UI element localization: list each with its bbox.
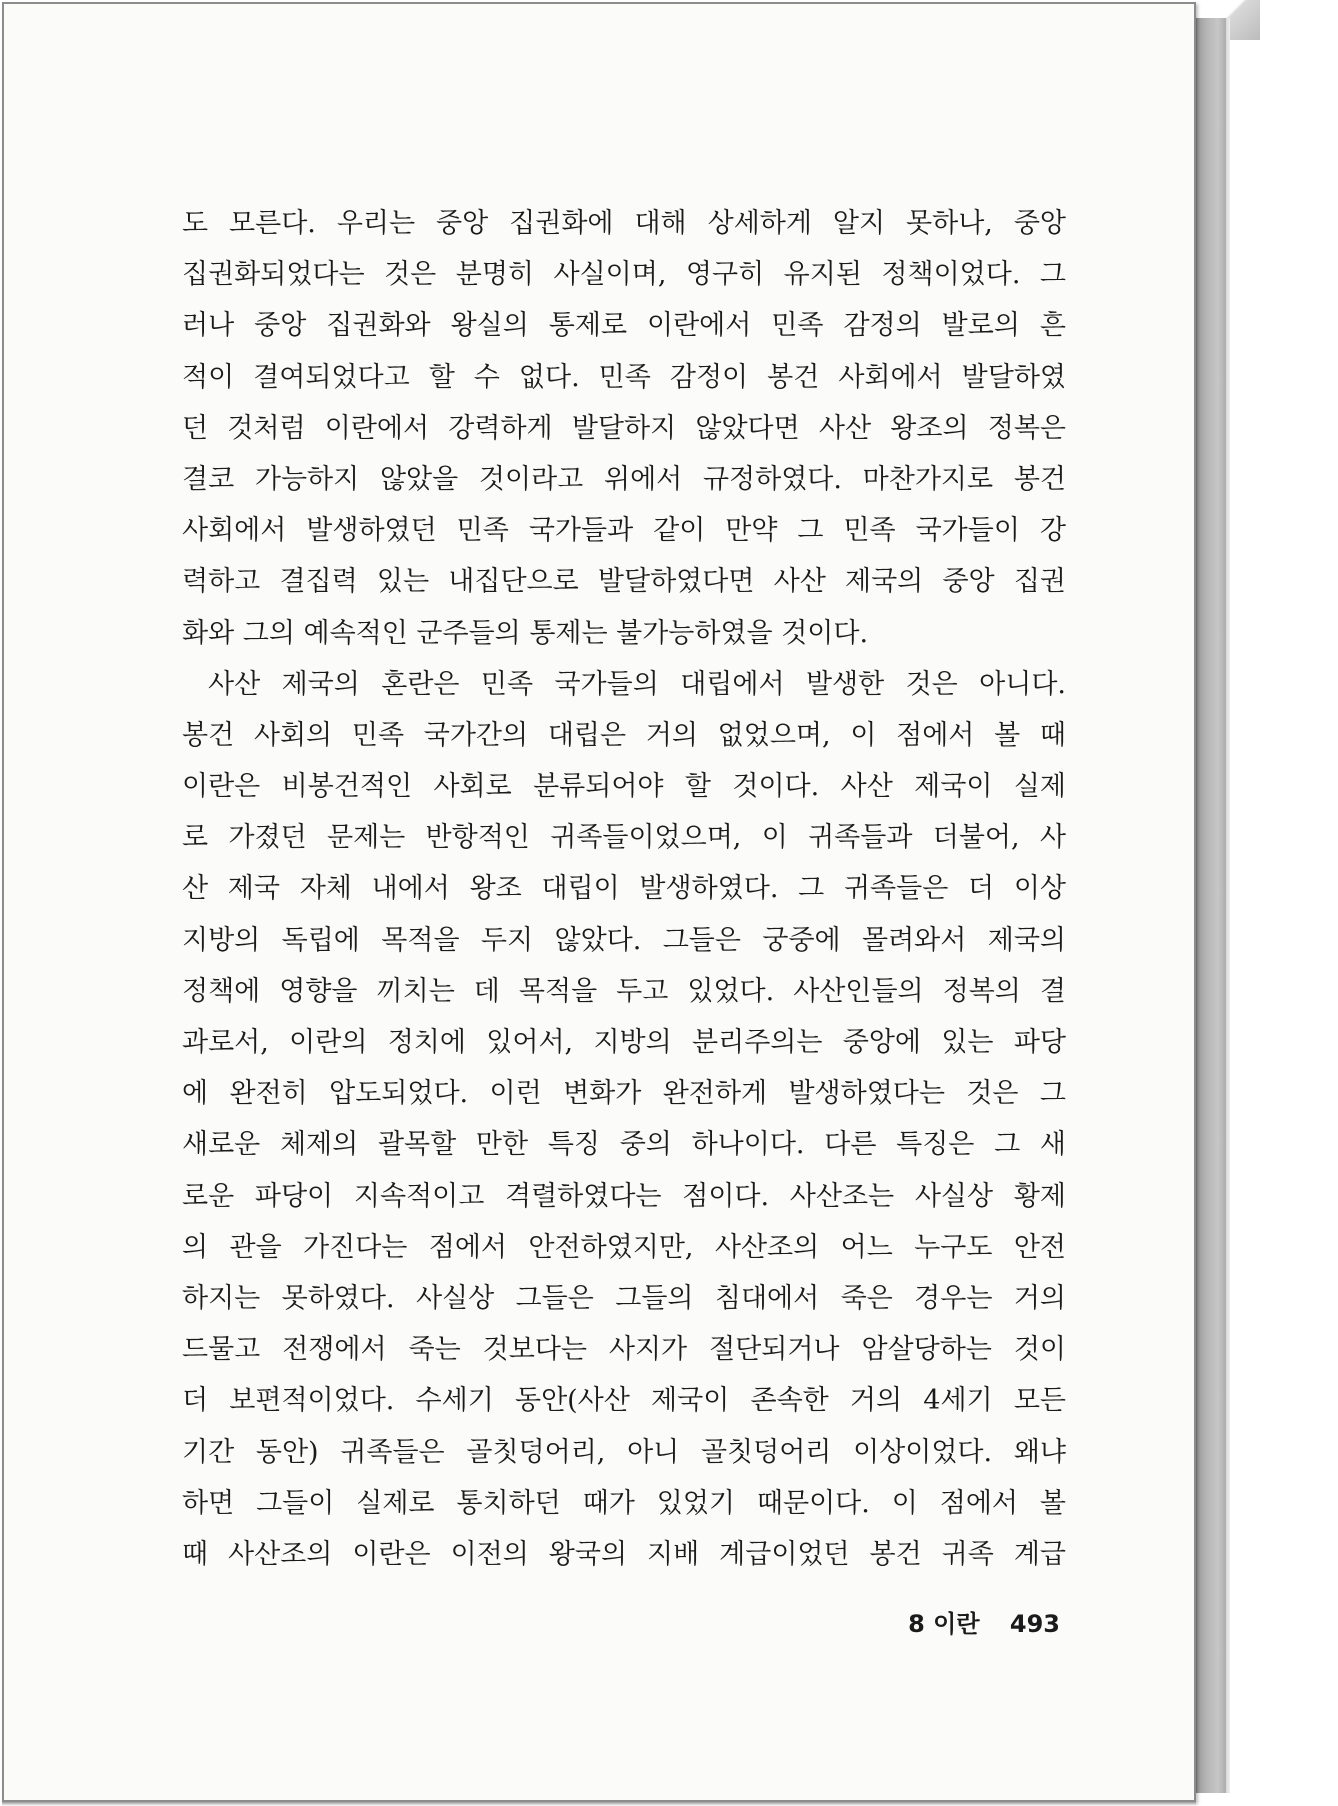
text-line: 과로서, 이란의 정치에 있어서, 지방의 분리주의는 중앙에 있는 파당 (182, 1027, 1066, 1058)
text-line: 하지는 못하였다. 사실상 그들은 그들의 침대에서 죽은 경우는 거의 (182, 1282, 1066, 1314)
text-line: 의 관을 가진다는 점에서 안전하였지만, 사산조의 어느 누구도 안전 (182, 1231, 1066, 1263)
text-line: 던 것처럼 이란에서 강력하게 발달하지 않았다면 사산 왕조의 정복은 (182, 412, 1066, 444)
text-line: 지방의 독립에 목적을 두지 않았다. 그들은 궁중에 몰려와서 제국의 (182, 924, 1066, 956)
text-line: 사회에서 발생하였던 민족 국가들과 같이 만약 그 민족 국가들이 강 (182, 515, 1066, 547)
page-bottom-shadow (2, 1802, 1196, 1806)
text-line: 러나 중앙 집권화와 왕실의 통제로 이란에서 민족 감정의 발로의 흔 (182, 310, 1066, 342)
text-line: 도 모른다. 우리는 중앙 집권화에 대해 상세하게 알지 못하나, 중앙 (182, 208, 1066, 239)
text-line: 력하고 결집력 있는 내집단으로 발달하였다면 사산 제국의 중앙 집권 (182, 566, 1066, 598)
text-line: 새로운 체제의 괄목할 만한 특징 중의 하나이다. 다른 특징은 그 새 (182, 1129, 1066, 1161)
page-stack-highlight (1226, 18, 1230, 1793)
text-line: 때 사산조의 이란은 이전의 왕국의 지배 계급이었던 봉건 귀족 계급 (182, 1538, 1066, 1570)
chapter-label: 8 이란 (908, 1610, 980, 1638)
text-line: 집권화되었다는 것은 분명히 사실이며, 영구히 유지된 정책이었다. 그 (182, 259, 1066, 291)
paragraph-1 (182, 198, 1066, 659)
page-number: 493 (1009, 1610, 1060, 1638)
running-footer (900, 1604, 1060, 1640)
text-line: 하면 그들이 실제로 통치하던 때가 있었기 때문이다. 이 점에서 볼 (182, 1487, 1066, 1519)
text-line: 적이 결여되었다고 할 수 없다. 민족 감정이 봉건 사회에서 발달하였 (182, 361, 1066, 393)
text-line: 정책에 영향을 끼치는 데 목적을 두고 있었다. 사산인들의 정복의 결 (182, 975, 1066, 1007)
text-line: 산 제국 자체 내에서 왕조 대립이 발생하였다. 그 귀족들은 더 이상 (182, 873, 1066, 905)
text-line: 로운 파당이 지속적이고 격렬하였다는 점이다. 사산조는 사실상 황제 (182, 1180, 1066, 1212)
text-line: 결코 가능하지 않았을 것이라고 위에서 규정하였다. 마찬가지로 봉건 (182, 463, 1066, 495)
text-line: 봉건 사회의 민족 국가간의 대립은 거의 없었으며, 이 점에서 볼 때 (182, 719, 1066, 751)
text-line: 화와 그의 예속적인 군주들의 통제는 불가능하였을 것이다. (182, 617, 869, 649)
page-stack-edge (1196, 18, 1228, 1793)
text-line: 드물고 전쟁에서 죽는 것보다는 사지가 절단되거나 암살당하는 것이 (182, 1334, 1066, 1366)
text-line: 사산 제국의 혼란은 민족 국가들의 대립에서 발생한 것은 아니다. (208, 668, 1066, 700)
body-text (182, 198, 1066, 1580)
text-line: 로 가졌던 문제는 반항적인 귀족들이었으며, 이 귀족들과 더불어, 사 (182, 822, 1066, 854)
text-line: 이란은 비봉건적인 사회로 분류되어야 할 것이다. 사산 제국이 실제 (182, 771, 1066, 803)
text-line: 에 완전히 압도되었다. 이런 변화가 완전하게 발생하였다는 것은 그 (182, 1078, 1066, 1110)
paragraph-2 (182, 659, 1066, 1580)
text-line: 기간 동안) 귀족들은 골칫덩어리, 아니 골칫덩어리 이상이었다. 왜냐 (182, 1436, 1066, 1468)
text-line: 더 보편적이었다. 수세기 동안(사산 제국이 존속한 거의 4세기 모든 (182, 1385, 1066, 1417)
